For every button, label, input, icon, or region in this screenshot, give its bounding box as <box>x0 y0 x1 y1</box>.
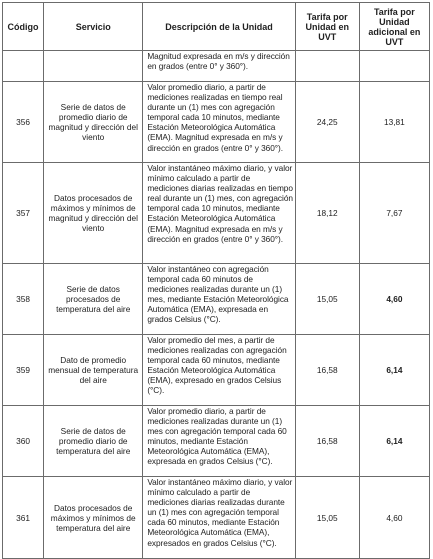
cell-description: Magnitud expresada en m/s y dirección en grados (entre 0° y 360°). <box>143 51 295 82</box>
table-row <box>3 264 430 335</box>
cell-tarifa-adicional: 6,14 <box>359 335 429 406</box>
cell-description: Valor instantáneo con agregación temporal cada 60 minutos de mediciones realizadas durante un (1) mes, mediante Estación Meteorológica Automática (EMA), expresada en grados Celsius (°C). <box>143 264 295 335</box>
cell-description: Valor promedio diario, a partir de mediciones realizadas durante un (1) mes con agregación temporal cada 60 minutos, mediante Estación Meteorológica Automática (EMA), expresada en grados Celsius (°C). <box>143 406 295 477</box>
cell-service: Serie de datos de promedio diario de temperatura del aire <box>44 406 143 477</box>
cell-code: 356 <box>3 82 44 163</box>
cell-tarifa: 16,58 <box>295 406 359 477</box>
cell-tarifa: 15,05 <box>295 477 359 559</box>
cell-service: Datos procesados de máximos y mínimos de temperatura del aire <box>44 477 143 559</box>
header-tarifa-adicional: Tarifa por Unidad adicional en UVT <box>359 3 429 51</box>
cell-tarifa-adicional: 6,14 <box>359 406 429 477</box>
table-row <box>3 163 430 264</box>
cell-tarifa-adicional: 7,67 <box>359 163 429 264</box>
header-tarifa: Tarifa por Unidad en UVT <box>295 3 359 51</box>
header-descripcion: Descripción de la Unidad <box>143 3 295 51</box>
cell-description: Valor instantáneo máximo diario, y valor mínimo calculado a partir de mediciones diarias realizadas en tiempo real durante un (1) mes, con agregación temporal cada 10 minutos, mediante Estación Meteorológica Automática (EMA). Magnitud expresada en m/s y dirección en grados (entre 0° y 360°). <box>143 163 295 264</box>
cell-description: Valor instantáneo máximo diario, y valor mínimo calculado a partir de mediciones diarias realizadas durante un (1) mes con agregación temporal cada 60 minutos, mediante Estación Meteorológica Automática (EMA), expresados en grados Celsius (°C). <box>143 477 295 559</box>
table-row <box>3 82 430 163</box>
tariff-table <box>2 2 430 559</box>
cell-service: Serie de datos procesados de temperatura del aire <box>44 264 143 335</box>
cell-code: 358 <box>3 264 44 335</box>
cell-description: Valor promedio diario, a partir de mediciones realizadas en tiempo real durante un (1) mes con agregación temporal cada 10 minutos, mediante Estación Meteorológica Automática (EMA). Magnitud expresada en m/s y dirección en grados (entre 0° y 360°). <box>143 82 295 163</box>
cell-tarifa-adicional: 13,81 <box>359 82 429 163</box>
cell-service: Dato de promedio mensual de temperatura del aire <box>44 335 143 406</box>
table-row <box>3 406 430 477</box>
header-servicio: Servicio <box>44 3 143 51</box>
header-codigo: Código <box>3 3 44 51</box>
cell-code: 361 <box>3 477 44 559</box>
cell-code: 360 <box>3 406 44 477</box>
cell-code: 357 <box>3 163 44 264</box>
table-header-row <box>3 3 430 51</box>
table-row <box>3 477 430 559</box>
cell-service-empty <box>44 51 143 82</box>
cell-tarifa-adicional: 4,60 <box>359 477 429 559</box>
cell-description: Valor promedio del mes, a partir de mediciones realizadas con agregación temporal cada 60 minutos, mediante Estación Meteorológica Automática (EMA), expresado en grados Celsius (°C). <box>143 335 295 406</box>
cell-tarifa-empty <box>295 51 359 82</box>
cell-code-empty <box>3 51 44 82</box>
cell-service: Datos procesados de máximos y mínimos de magnitud y dirección del viento <box>44 163 143 264</box>
cell-service: Serie de datos de promedio diario de magnitud y dirección del viento <box>44 82 143 163</box>
cell-tarifa: 15,05 <box>295 264 359 335</box>
table-row-continuation <box>3 51 430 82</box>
cell-tarifa: 18,12 <box>295 163 359 264</box>
table-row <box>3 335 430 406</box>
cell-tarifa: 24,25 <box>295 82 359 163</box>
cell-code: 359 <box>3 335 44 406</box>
cell-tarifa: 16,58 <box>295 335 359 406</box>
cell-tarifa-adicional: 4,60 <box>359 264 429 335</box>
cell-tarifa-adicional-empty <box>359 51 429 82</box>
